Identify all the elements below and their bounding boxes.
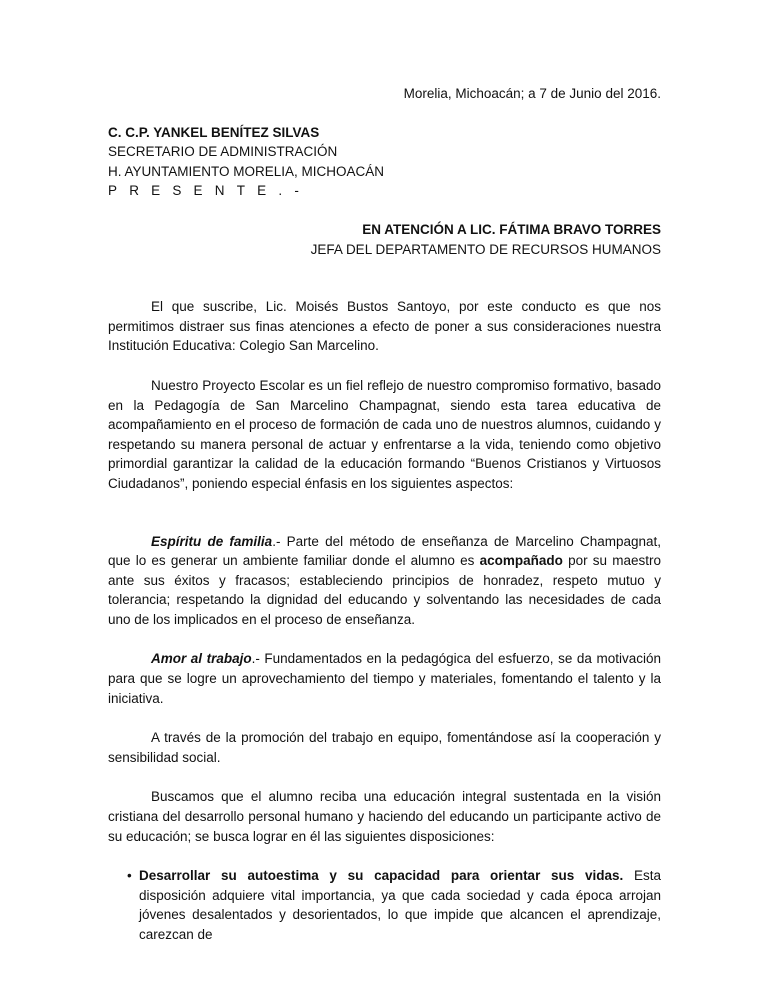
paragraph-project: Nuestro Proyecto Escolar es un fiel reflejo de nuestro compromiso formativo, basado en la Pedagogía de San Marcelino Champagnat, siendo esta tarea educativa de acompañamiento en el proceso de formación de cada uno de nuestros alumnos, cuidando y respetando su manera personal de actuar y enfrentarse a la vida, teniendo como objetivo primordial garantizar la calidad de la educación formando “Buenos Cristianos y Virtuosos Ciudadanos”, poniendo especial énfasis en los siguientes aspectos: xyxy=(108,377,661,491)
attention-block xyxy=(108,220,661,259)
attention-name: EN ATENCIÓN A LIC. FÁTIMA BRAVO TORRES xyxy=(362,221,661,237)
presente-line: PRESENTE.- xyxy=(108,183,312,199)
disposition-title: Desarrollar su autoestima y su capacidad para orientar sus vidas. xyxy=(139,868,624,884)
place-date: Morelia, Michoacán; a 7 de Junio del 2016. xyxy=(403,86,661,101)
recipient-institution: H. AYUNTAMIENTO MORELIA, MICHOACÁN xyxy=(108,163,385,179)
paragraph-family-spirit xyxy=(108,532,661,630)
bullet-icon: • xyxy=(127,868,132,884)
family-spirit-text-b: por su maestro ante sus éxitos y fracasos; estableciendo principios de honradez, respeto mutuo y tolerancia; respetando la dignidad del educando y solventando las necesidades de cada uno de los implicados en el proceso de enseñanza. xyxy=(108,553,661,627)
dispositions-list xyxy=(108,866,661,944)
list-item xyxy=(108,866,661,944)
letter-page xyxy=(108,84,661,945)
paragraph-love-work xyxy=(108,649,661,708)
paragraph-integral-education: Buscamos que el alumno reciba una educación integral sustentada en la visión cristiana del desarrollo personal humano y haciendo del educando un participante activo de su educación; se busca lograr en él las siguientes disposiciones: xyxy=(108,789,661,844)
family-spirit-text-a: .- Parte del método de enseñanza de Marcelino Champagnat, que lo es generar un ambiente familiar donde el alumno es xyxy=(108,533,662,569)
recipient-block xyxy=(108,123,661,201)
recipient-position: SECRETARIO DE ADMINISTRACIÓN xyxy=(108,144,338,160)
term-love-work: Amor al trabajo xyxy=(151,651,252,667)
love-work-text: .- Fundamentados en la pedagógica del esfuerzo, se da motivación para que se logre un aprovechamiento del tiempo y materiales, fomentando el talento y la iniciativa. xyxy=(108,651,661,706)
disposition-text: Esta disposición adquiere vital importancia, ya que cada sociedad y cada época arrojan jóvenes desalentados y desorientados, lo que impide que alcancen el aprendizaje, carezcan de xyxy=(139,868,661,942)
attention-position: JEFA DEL DEPARTAMENTO DE RECURSOS HUMANOS xyxy=(310,241,661,257)
term-family-spirit: Espíritu de familia xyxy=(151,533,273,549)
family-spirit-bold: acompañado xyxy=(479,553,563,569)
paragraph-teamwork: A través de la promoción del trabajo en equipo, fomentándose así la cooperación y sensibilidad social. xyxy=(108,730,661,765)
recipient-name: C. C.P. YANKEL BENÍTEZ SILVAS xyxy=(108,124,320,140)
paragraph-intro: El que suscribe, Lic. Moisés Bustos Santoyo, por este conducto es que nos permitimos distraer sus finas atenciones a efecto de poner a sus consideraciones nuestra Institución Educativa: Colegio San Marcelino. xyxy=(108,299,661,354)
